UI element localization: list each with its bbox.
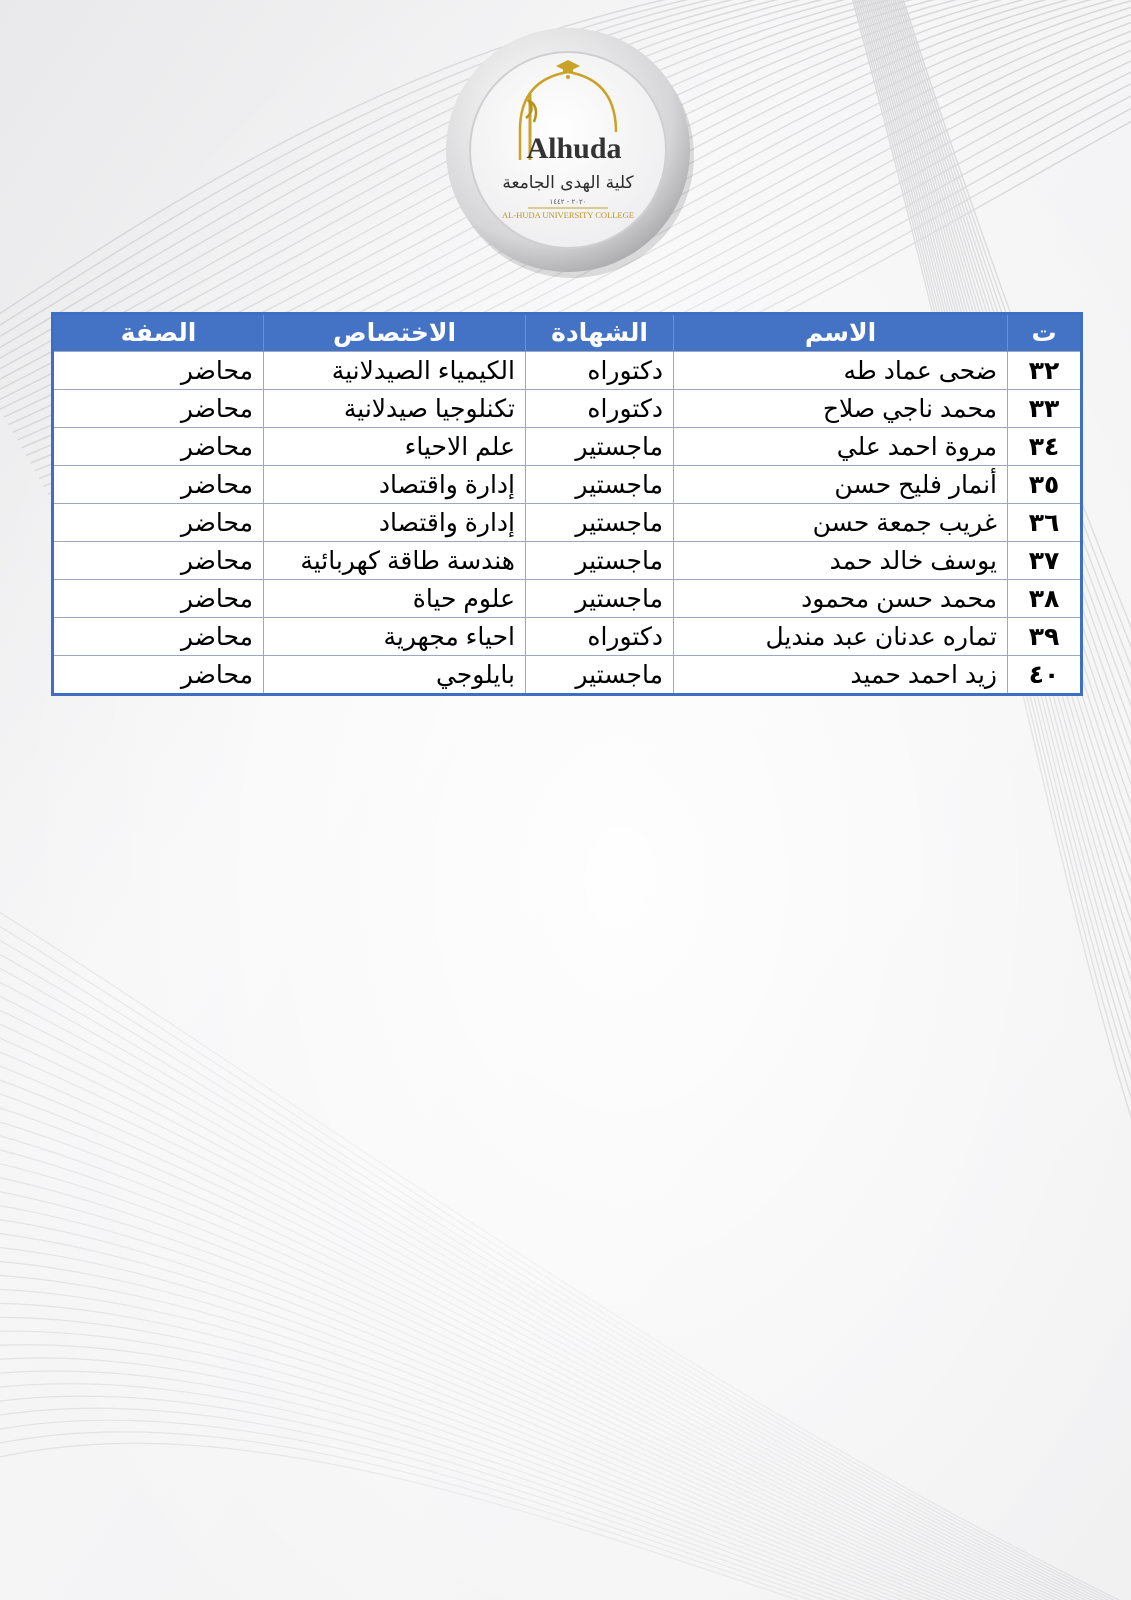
cell-degree: ماجستير — [526, 428, 674, 466]
logo-years: ٢٠٢٠ - ١٤٤٢ — [549, 198, 587, 206]
cell-specialty: علوم حياة — [264, 580, 526, 618]
cell-specialty: إدارة واقتصاد — [264, 504, 526, 542]
cell-name: محمد حسن محمود — [674, 580, 1008, 618]
table-row — [53, 352, 1082, 390]
cell-title: محاضر — [53, 618, 264, 656]
header-index: ت — [1008, 314, 1082, 352]
cell-name: يوسف خالد حمد — [674, 542, 1008, 580]
cell-index: ٣٢ — [1008, 352, 1082, 390]
cell-degree: ماجستير — [526, 542, 674, 580]
cell-name: زيد احمد حميد — [674, 656, 1008, 695]
table-row — [53, 504, 1082, 542]
cell-index: ٣٣ — [1008, 390, 1082, 428]
table-row — [53, 390, 1082, 428]
cell-name: أنمار فليح حسن — [674, 466, 1008, 504]
cell-title: محاضر — [53, 504, 264, 542]
cell-specialty: بايلوجي — [264, 656, 526, 695]
header-title: الصفة — [53, 314, 264, 352]
cell-index: ٣٦ — [1008, 504, 1082, 542]
logo-brand-text: Alhuda — [526, 132, 622, 165]
cell-index: ٣٨ — [1008, 580, 1082, 618]
logo-english-name: AL-HUDA UNIVERSITY COLLEGE — [502, 210, 634, 220]
cell-name: غريب جمعة حسن — [674, 504, 1008, 542]
header-specialty: الاختصاص — [264, 314, 526, 352]
cell-specialty: إدارة واقتصاد — [264, 466, 526, 504]
cell-degree: ماجستير — [526, 466, 674, 504]
table-row — [53, 542, 1082, 580]
cell-degree: ماجستير — [526, 656, 674, 695]
cell-title: محاضر — [53, 428, 264, 466]
cell-name: ضحى عماد طه — [674, 352, 1008, 390]
table-row — [53, 428, 1082, 466]
cell-index: ٣٧ — [1008, 542, 1082, 580]
cell-index: ٣٥ — [1008, 466, 1082, 504]
cell-title: محاضر — [53, 656, 264, 695]
cell-specialty: الكيمياء الصيدلانية — [264, 352, 526, 390]
cell-index: ٤٠ — [1008, 656, 1082, 695]
cell-name: مروة احمد علي — [674, 428, 1008, 466]
cell-specialty: احياء مجهرية — [264, 618, 526, 656]
cell-degree: ماجستير — [526, 580, 674, 618]
cell-specialty: علم الاحياء — [264, 428, 526, 466]
cell-title: محاضر — [53, 466, 264, 504]
table-row — [53, 580, 1082, 618]
cell-index: ٣٤ — [1008, 428, 1082, 466]
header-degree: الشهادة — [526, 314, 674, 352]
cell-title: محاضر — [53, 580, 264, 618]
cell-degree: ماجستير — [526, 504, 674, 542]
cell-name: تماره عدنان عبد منديل — [674, 618, 1008, 656]
cell-degree: دكتوراه — [526, 352, 674, 390]
cell-degree: دكتوراه — [526, 390, 674, 428]
cell-title: محاضر — [53, 542, 264, 580]
table-row — [53, 618, 1082, 656]
staff-table-container — [51, 312, 1080, 696]
cell-title: محاضر — [53, 352, 264, 390]
header-name: الاسم — [674, 314, 1008, 352]
staff-table — [51, 312, 1083, 696]
logo-arabic-name: كلية الهدى الجامعة — [502, 173, 634, 193]
table-row — [53, 466, 1082, 504]
table-row — [53, 656, 1082, 695]
cell-index: ٣٩ — [1008, 618, 1082, 656]
cell-degree: دكتوراه — [526, 618, 674, 656]
cell-title: محاضر — [53, 390, 264, 428]
cell-name: محمد ناجي صلاح — [674, 390, 1008, 428]
cell-specialty: تكنلوجيا صيدلانية — [264, 390, 526, 428]
table-header-row — [53, 314, 1082, 352]
cell-specialty: هندسة طاقة كهربائية — [264, 542, 526, 580]
college-logo — [440, 22, 696, 278]
